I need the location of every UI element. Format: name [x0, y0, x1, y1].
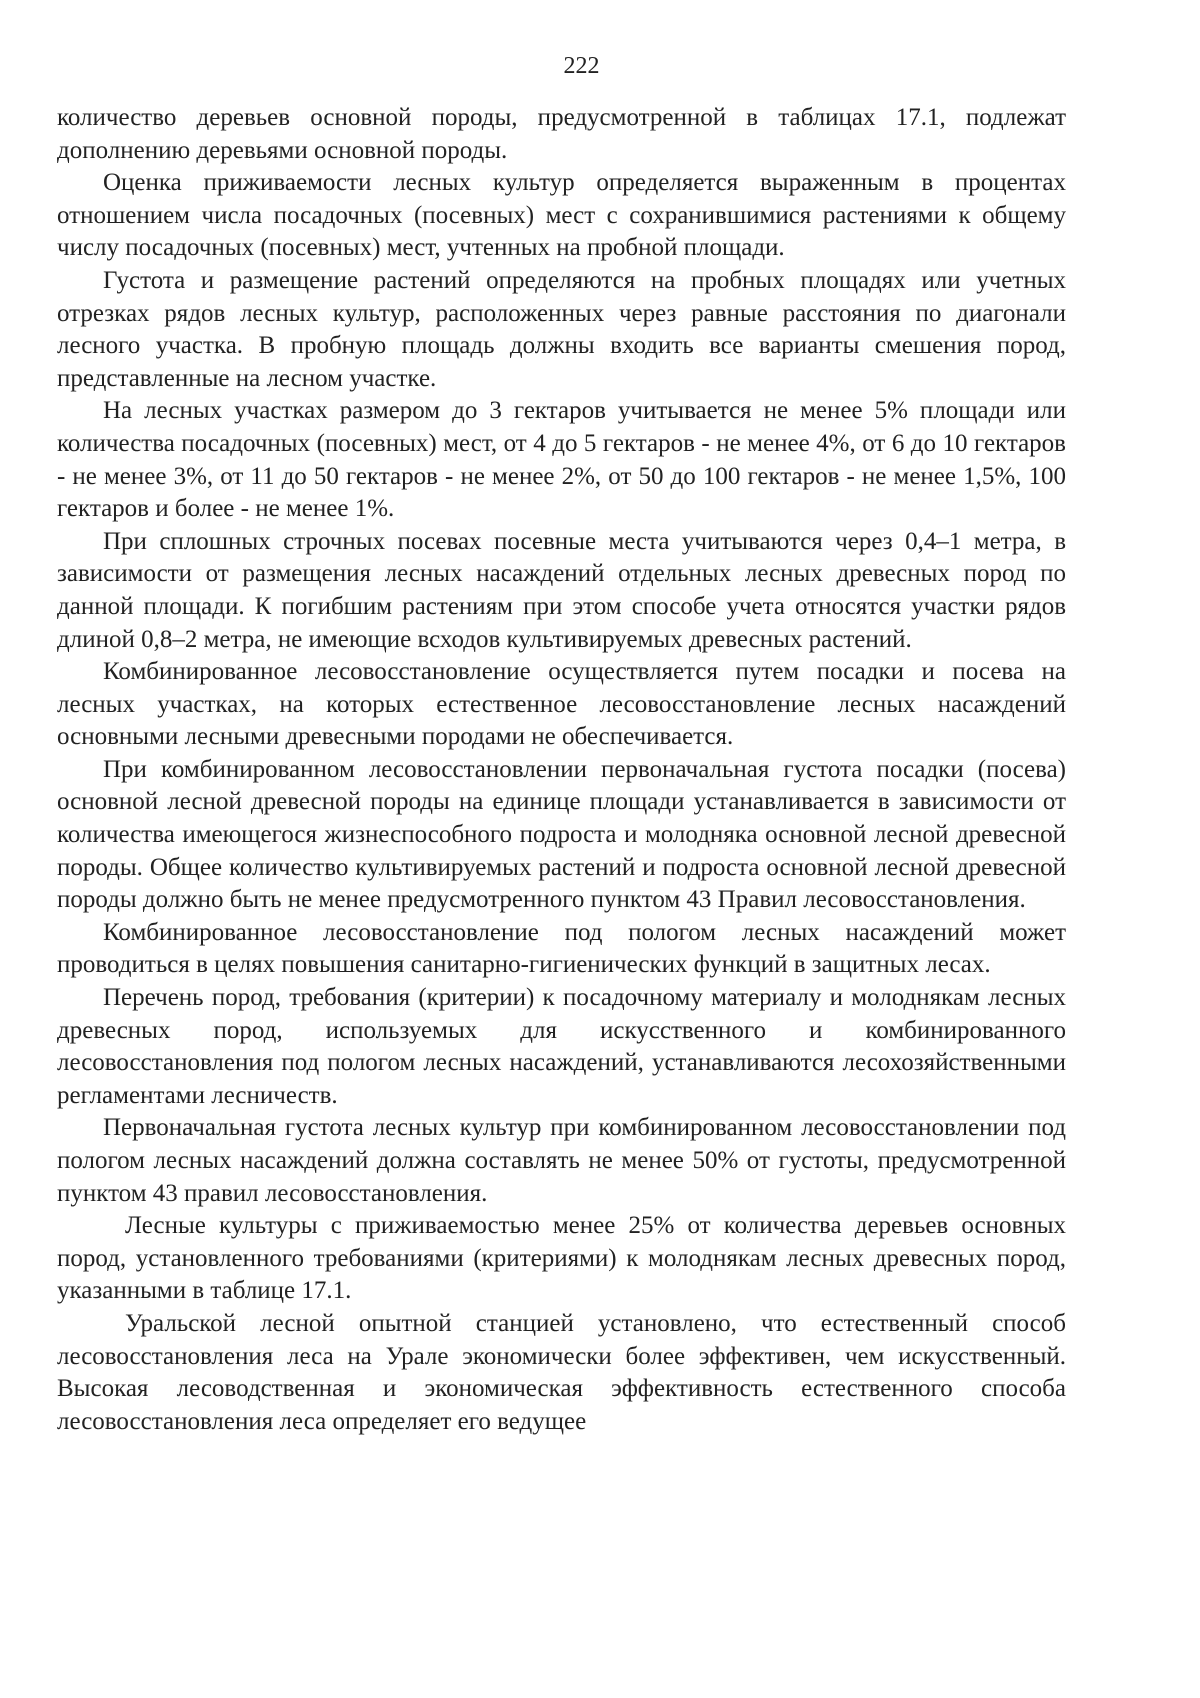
- paragraph-9: Перечень пород, требования (критерии) к посадочному материалу и молоднякам лесных древесных пород, используемых для искусственного и комбинированного лесовосстановления под пологом лесных насаждений, устанавливаются лесохозяйственными регламентами лесничеств.: [57, 984, 1066, 1109]
- page-number: 222: [563, 53, 600, 79]
- paragraph-1: количество деревьев основной породы, предусмотренной в таблицах 17.1, подлежат дополнению деревьями основной породы.: [57, 104, 1066, 164]
- paragraph-8: Комбинированное лесовосстановление под пологом лесных насаждений может проводиться в целях повышения санитарно-гигиенических функций в защитных лесах.: [57, 918, 1066, 979]
- paragraph-2: Оценка приживаемости лесных культур определяется выраженным в процентах отношением числа посадочных (посевных) мест с сохранившимися растениями к общему числу посадочных (посевных) мест, учтенных на пробной площади.: [57, 169, 1066, 262]
- paragraph-11: Лесные культуры с приживаемостью менее 25% от количества деревьев основных пород, установленного требованиями (критериями) к молоднякам лесных древесных пород, указанными в таблице 17.1.: [57, 1212, 1066, 1305]
- paragraph-12: Уральской лесной опытной станцией установлено, что естественный способ лесовосстановления леса на Урале экономически более эффективен, чем искусственный. Высокая лесоводственная и экономическая эффективность естественного способа лесовосстановления леса определяет его ведущее: [57, 1309, 1066, 1435]
- paragraph-7: При комбинированном лесовосстановлении первоначальная густота посадки (посева) основной лесной древесной породы на единице площади устанавливается в зависимости от количества имеющегося жизнеспособного подроста и молодняка основной лесной древесной породы. Общее количество культивируемых растений и подроста основной лесной древесной породы должно быть не менее предусмотренного пунктом 43 Правил лесовосстановления.: [57, 755, 1066, 914]
- paragraph-4: На лесных участках размером до 3 гектаров учитывается не менее 5% площади или количества посадочных (посевных) мест, от 4 до 5 гектаров - не менее 4%, от 6 до 10 гектаров - не менее 3%, от 11 до 50 гектаров - не менее 2%, от 50 до 100 гектаров - не менее 1,5%, 100 гектаров и более - не менее 1%.: [57, 397, 1066, 523]
- paragraph-5: При сплошных строчных посевах посевные места учитываются через 0,4–1 метра, в зависимости от размещения лесных насаждений отдельных лесных древесных пород по данной площади. К погибшим растениям при этом способе учета относятся участки рядов длиной 0,8–2 метра, не имеющие всходов культивируемых древесных растений.: [57, 527, 1066, 653]
- paragraph-10: Первоначальная густота лесных культур при комбинированном лесовосстановлении под пологом лесных насаждений должна составлять не менее 50% от густоты, предусмотренной пунктом 43 правил лесовосстановления.: [57, 1114, 1066, 1207]
- document-page: [57, 50, 1066, 1438]
- paragraph-3: Густота и размещение растений определяются на пробных площадях или учетных отрезках рядов лесных культур, расположенных через равные расстояния по диагонали лесного участка. В пробную площадь должны входить все варианты смешения пород, представленные на лесном участке.: [57, 266, 1066, 392]
- paragraph-6: Комбинированное лесовосстановление осуществляется путем посадки и посева на лесных участках, на которых естественное лесовосстановление лесных насаждений основными лесными древесными породами не обеспечивается.: [57, 658, 1066, 751]
